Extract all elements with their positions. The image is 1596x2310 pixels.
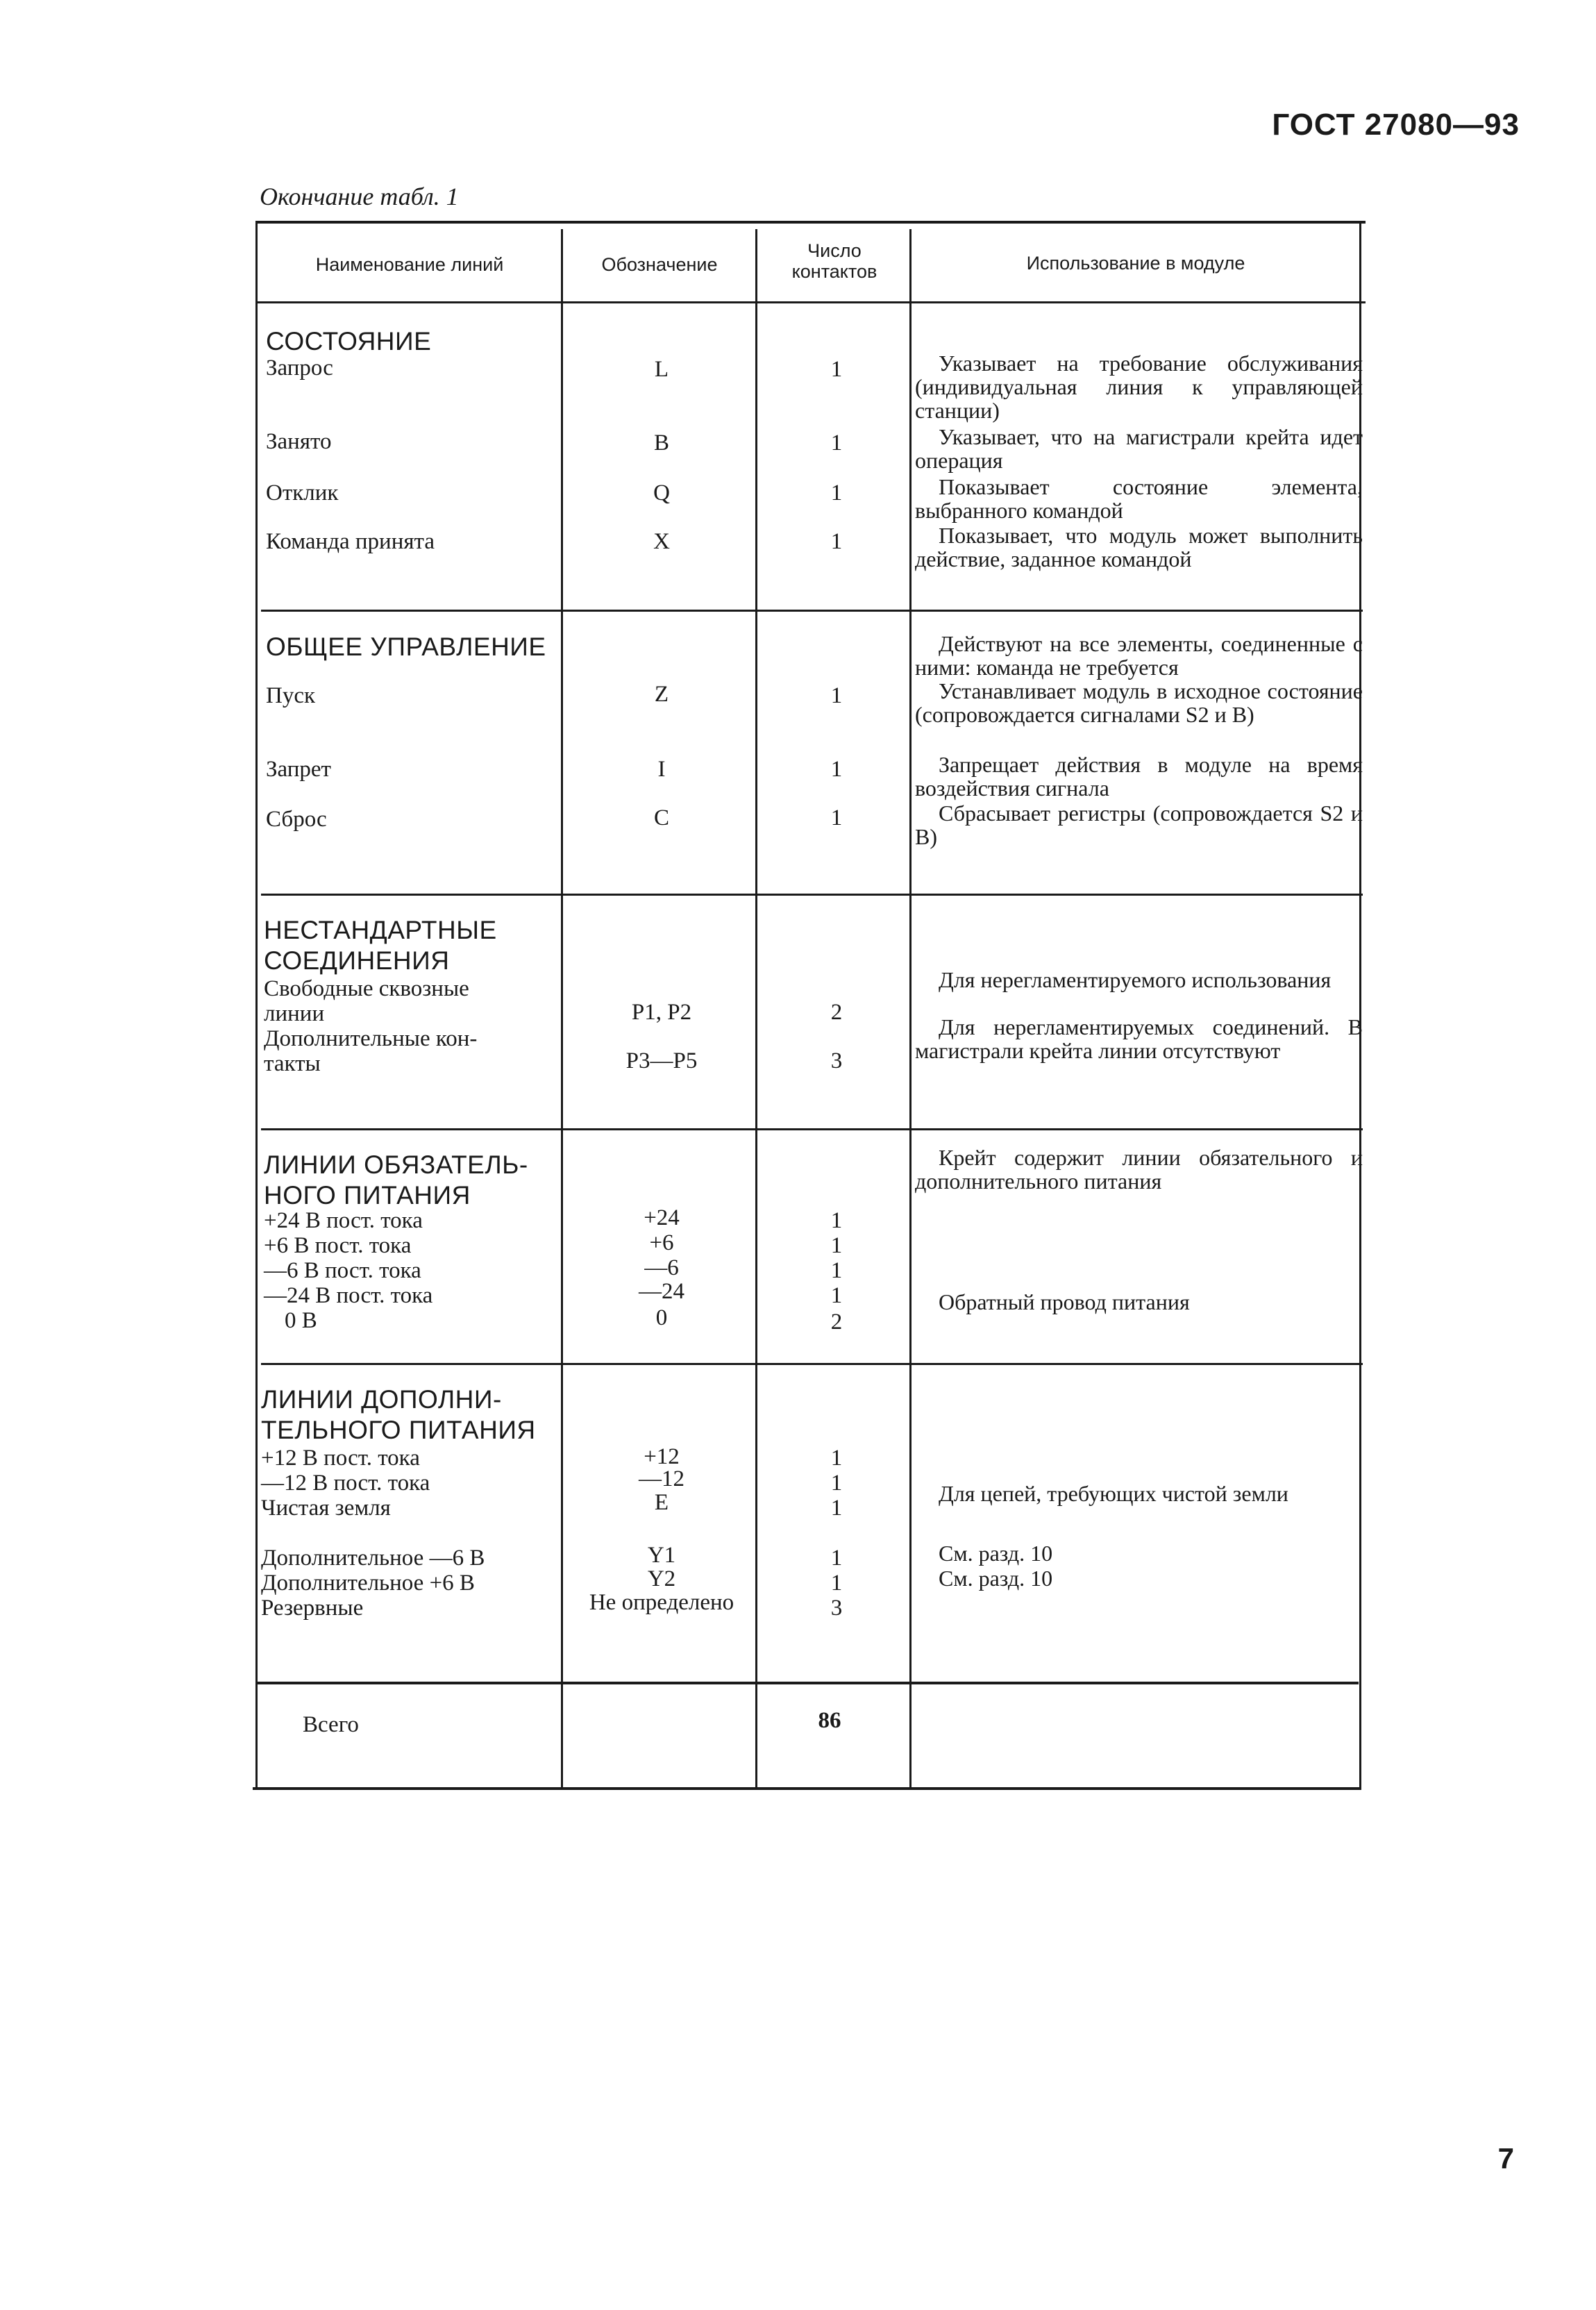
usage-text: Для нерегламентируемых соединений. В магистрали крейта линии отсутствуют bbox=[915, 1014, 1363, 1063]
total-count: 86 bbox=[818, 1708, 841, 1733]
line-code: Z bbox=[654, 682, 669, 707]
contact-count: 1 bbox=[830, 357, 843, 382]
usage-text: Показывает состояние элемента, выбранного командой bbox=[915, 474, 1363, 523]
line-code: L bbox=[654, 357, 669, 382]
contact-count: 1 bbox=[830, 805, 843, 830]
column-header-usage: Использование в модуле bbox=[1026, 253, 1245, 274]
line-name: Запрос bbox=[266, 355, 333, 380]
line-name: +6 В пост. тока bbox=[264, 1233, 412, 1258]
line-code: +24 bbox=[644, 1205, 680, 1230]
document-id: ГОСТ 27080—93 bbox=[1272, 108, 1520, 142]
line-code: B bbox=[653, 430, 669, 455]
line-name: +24 В пост. тока bbox=[264, 1208, 423, 1233]
section-intro: Крейт содержит линии обязательного и дополнительного питания bbox=[915, 1145, 1363, 1194]
usage-text: Для цепей, требующих чистой земли bbox=[939, 1481, 1288, 1506]
column-divider bbox=[909, 229, 912, 1789]
contact-count: 1 bbox=[830, 430, 843, 455]
section-title: НЕСТАНДАРТНЫЕ bbox=[264, 916, 497, 944]
section-title: СОСТОЯНИЕ bbox=[266, 327, 432, 355]
section-intro: Действуют на все элементы, соединенные с ними: команда не требуется bbox=[915, 631, 1363, 680]
table-top-rule bbox=[257, 221, 1366, 224]
line-code: Q bbox=[653, 480, 670, 505]
line-code: X bbox=[653, 529, 670, 554]
contact-count: 1 bbox=[830, 1471, 843, 1496]
line-name: —12 В пост. тока bbox=[261, 1471, 430, 1496]
line-code: Y1 bbox=[647, 1543, 676, 1568]
table-bottom-rule bbox=[253, 1787, 1361, 1790]
line-name: Резервные bbox=[261, 1596, 364, 1621]
line-code: P3—P5 bbox=[625, 1048, 698, 1073]
contact-count: 1 bbox=[830, 1283, 843, 1308]
line-name: линии bbox=[264, 1001, 325, 1026]
contact-count: 1 bbox=[830, 529, 843, 554]
usage-text: Указывает, что на магистрали крейта идет операция bbox=[915, 424, 1363, 473]
usage-text: Сбрасывает регистры (сопровождается S2 и B) bbox=[915, 801, 1363, 849]
line-name: такты bbox=[264, 1051, 321, 1076]
line-code: P1, P2 bbox=[631, 1000, 692, 1025]
line-name: Дополнительное —6 В bbox=[261, 1546, 485, 1571]
contact-count: 1 bbox=[830, 1571, 843, 1596]
line-name: Сброс bbox=[266, 807, 327, 832]
section-divider bbox=[257, 1682, 1359, 1684]
table-caption: Окончание табл. 1 bbox=[260, 183, 459, 210]
contact-count: 1 bbox=[830, 1208, 843, 1233]
line-name: Пуск bbox=[266, 683, 316, 708]
contact-count: 3 bbox=[830, 1596, 843, 1621]
page-number: 7 bbox=[1497, 2142, 1514, 2175]
line-name: Дополнительные кон- bbox=[264, 1026, 478, 1051]
contact-count: 1 bbox=[830, 1546, 843, 1571]
line-code: C bbox=[653, 805, 669, 830]
contact-count: 1 bbox=[830, 480, 843, 505]
column-divider bbox=[561, 229, 563, 1789]
contact-count: 1 bbox=[830, 1233, 843, 1258]
line-name: Чистая земля bbox=[261, 1496, 391, 1521]
contact-count: 2 bbox=[830, 1000, 843, 1025]
line-name: Запрет bbox=[266, 757, 331, 782]
section-title: ЛИНИИ ОБЯЗАТЕЛЬ- bbox=[264, 1150, 528, 1179]
contact-count: 1 bbox=[830, 757, 843, 782]
column-header-count bbox=[759, 240, 909, 282]
usage-text: Устанавливает модуль в исходное состояние (сопровождается сигналами S2 и B) bbox=[915, 678, 1363, 727]
section-divider bbox=[261, 610, 1363, 612]
section-title: ЛИНИИ ДОПОЛНИ- bbox=[261, 1385, 502, 1414]
line-code: —6 bbox=[644, 1255, 679, 1280]
column-header-code: Обозначение bbox=[601, 254, 718, 275]
line-code: 0 bbox=[655, 1305, 668, 1330]
line-code: +6 bbox=[649, 1230, 674, 1255]
contact-count: 1 bbox=[830, 1258, 843, 1283]
column-header-name: Наименование линий bbox=[315, 254, 504, 275]
section-title: ТЕЛЬНОГО ПИТАНИЯ bbox=[261, 1416, 536, 1444]
section-title: ОБЩЕЕ УПРАВЛЕНИЕ bbox=[266, 633, 546, 661]
section-title: НОГО ПИТАНИЯ bbox=[264, 1181, 471, 1210]
line-name: Дополнительное +6 В bbox=[261, 1571, 475, 1596]
contact-count: 3 bbox=[830, 1048, 843, 1073]
column-header-count-text: Число контактов bbox=[791, 240, 877, 282]
table-left-border bbox=[255, 221, 258, 1789]
usage-text: См. разд. 10 bbox=[939, 1566, 1053, 1591]
usage-text: Указывает на требование обслуживания (индивидуальная линия к управляющей станции) bbox=[915, 351, 1363, 423]
column-divider bbox=[755, 229, 757, 1789]
usage-text: Запрещает действия в модуле на время воздействия сигнала bbox=[915, 752, 1363, 801]
usage-text: Показывает, что модуль может выполнить действие, заданное командой bbox=[915, 523, 1363, 571]
line-code: Y2 bbox=[647, 1566, 676, 1591]
section-divider bbox=[261, 1128, 1363, 1130]
usage-text: Обратный провод питания bbox=[939, 1289, 1190, 1314]
line-code: —12 bbox=[639, 1466, 684, 1491]
usage-text: Для нерегламентируемого использования bbox=[939, 967, 1332, 992]
section-divider bbox=[261, 894, 1363, 896]
line-code: —24 bbox=[639, 1279, 684, 1304]
usage-text: См. разд. 10 bbox=[939, 1541, 1053, 1566]
total-label: Всего bbox=[303, 1712, 359, 1737]
header-bottom-rule bbox=[257, 301, 1366, 303]
contact-count: 1 bbox=[830, 683, 843, 708]
contact-count: 1 bbox=[830, 1446, 843, 1471]
line-code: I bbox=[657, 757, 666, 782]
line-name: —24 В пост. тока bbox=[264, 1283, 433, 1308]
contact-count: 1 bbox=[830, 1496, 843, 1521]
line-name: Свободные сквозные bbox=[264, 976, 469, 1001]
line-code: +12 bbox=[644, 1444, 680, 1469]
line-name: —6 В пост. тока bbox=[264, 1258, 421, 1283]
line-name: Отклик bbox=[266, 480, 339, 505]
line-name: 0 В bbox=[285, 1308, 317, 1333]
line-name: Команда принята bbox=[266, 529, 435, 554]
line-code: E bbox=[654, 1490, 669, 1515]
line-code: Не определено bbox=[589, 1590, 734, 1615]
section-title: СОЕДИНЕНИЯ bbox=[264, 946, 450, 975]
line-name: Занято bbox=[266, 429, 332, 454]
line-name: +12 В пост. тока bbox=[261, 1446, 420, 1471]
section-divider bbox=[261, 1363, 1363, 1365]
contact-count: 2 bbox=[830, 1309, 843, 1334]
